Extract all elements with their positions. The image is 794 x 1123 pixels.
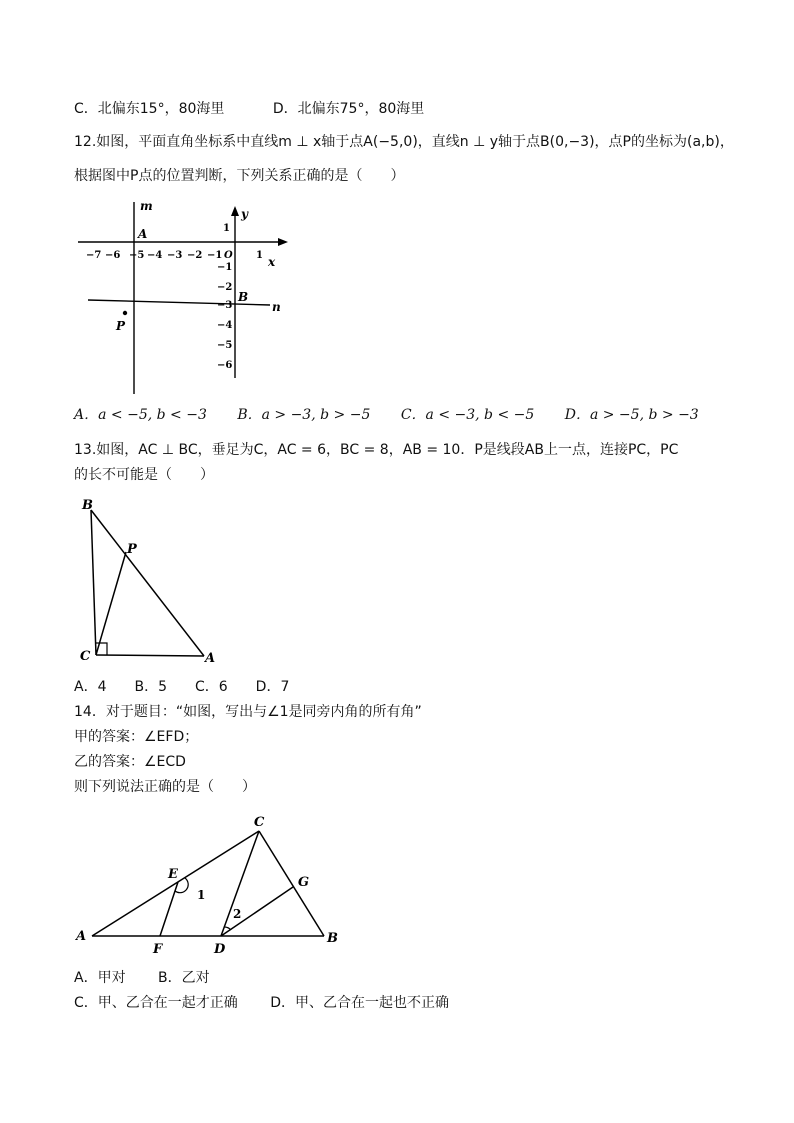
x-tick: −5	[129, 250, 145, 261]
q12-option-d: D．a > −5, b > −3	[564, 407, 699, 423]
q13-figure	[74, 494, 234, 670]
y-tick: 1	[223, 223, 230, 234]
segment-ca	[96, 655, 204, 656]
label-e: E	[168, 867, 178, 882]
q11-options-row	[74, 99, 424, 119]
x-tick: −2	[187, 250, 203, 261]
label-g: G	[298, 875, 310, 890]
q12-options-row	[74, 405, 699, 425]
label-a: A	[205, 651, 216, 666]
label-c: C	[254, 815, 265, 830]
label-m: m	[140, 199, 153, 213]
angle-2-label: 2	[233, 907, 242, 921]
x-tick: −7	[86, 250, 102, 261]
q14-answer-jia: 甲的答案：∠EFD；	[74, 729, 199, 745]
q13-stem-line1: 13.如图，AC ⊥ BC，垂足为C，AC = 6，BC = 8，AB = 10．P是线段AB上一点，连接PC，PC	[74, 442, 679, 458]
q12-stem-line2: 根据图中P点的位置判断，下列关系正确的是（ ）	[74, 168, 405, 184]
q11-option-c: C．北偏东15°，80海里	[74, 101, 225, 117]
label-a: A	[76, 929, 87, 944]
label-x: x	[268, 255, 276, 269]
label-a: A	[138, 227, 148, 241]
x-axis-arrow	[278, 238, 288, 246]
label-n: n	[272, 300, 281, 314]
label-d: D	[214, 942, 226, 957]
segment-dg	[221, 887, 293, 936]
q14-stem-line4: 则下列说法正确的是（ ）	[74, 779, 256, 795]
label-b: B	[327, 931, 338, 946]
q12-option-b: B．a > −3, b > −5	[237, 407, 371, 423]
y-tick: −2	[217, 282, 233, 293]
q14-answer-yi: 乙的答案：∠ECD	[74, 754, 186, 770]
origin-label: O	[224, 250, 233, 261]
point-p	[123, 311, 127, 315]
x-tick: −1	[207, 250, 223, 261]
q14-options-row1: A．甲对 B．乙对	[74, 970, 210, 986]
q13-options-row: A．4 B．5 C．6 D．7	[74, 679, 290, 695]
label-c: C	[80, 649, 91, 664]
label-f: F	[153, 942, 163, 957]
q14-figure	[74, 808, 344, 958]
segment-ef	[160, 882, 178, 936]
x-tick: −6	[105, 250, 121, 261]
x-tick: 1	[256, 250, 263, 261]
q12-option-c: C．a < −3, b < −5	[400, 407, 535, 423]
label-p: P	[116, 319, 126, 333]
segment-cp	[96, 552, 126, 655]
y-tick: −5	[217, 340, 233, 351]
y-tick: −1	[217, 262, 233, 273]
q14-options-row2: C．甲、乙合在一起才正确 D．甲、乙合在一起也不正确	[74, 995, 450, 1011]
y-tick: −3	[217, 300, 233, 311]
q13-stem-line2: 的长不可能是（ ）	[74, 467, 214, 483]
label-b: B	[238, 290, 249, 304]
q11-option-d: D．北偏东75°，80海里	[272, 101, 425, 117]
angle-1-label: 1	[197, 888, 206, 902]
y-tick: −4	[217, 320, 233, 331]
label-p: P	[127, 542, 137, 557]
y-tick: −6	[217, 360, 233, 371]
label-b: B	[82, 498, 93, 513]
q12-option-a: A．a < −5, b < −3	[74, 407, 207, 423]
x-tick: −4	[147, 250, 163, 261]
segment-ba	[91, 510, 204, 656]
y-axis-arrow	[231, 206, 239, 216]
x-tick: −3	[167, 250, 183, 261]
q12-stem-line1: 12.如图，平面直角坐标系中直线m ⊥ x轴于点A(−5,0)，直线n ⊥ y轴于点B(0,−3)，点P的坐标为(a,b)，	[74, 134, 734, 150]
q12-figure	[74, 198, 294, 396]
segment-cb	[259, 831, 324, 936]
q14-stem-line1: 14．对于题目：“如图，写出与∠1是同旁内角的所有角”	[74, 704, 422, 720]
label-y: y	[241, 207, 248, 221]
segment-bc	[91, 510, 96, 655]
angle-2-arc	[224, 927, 231, 930]
